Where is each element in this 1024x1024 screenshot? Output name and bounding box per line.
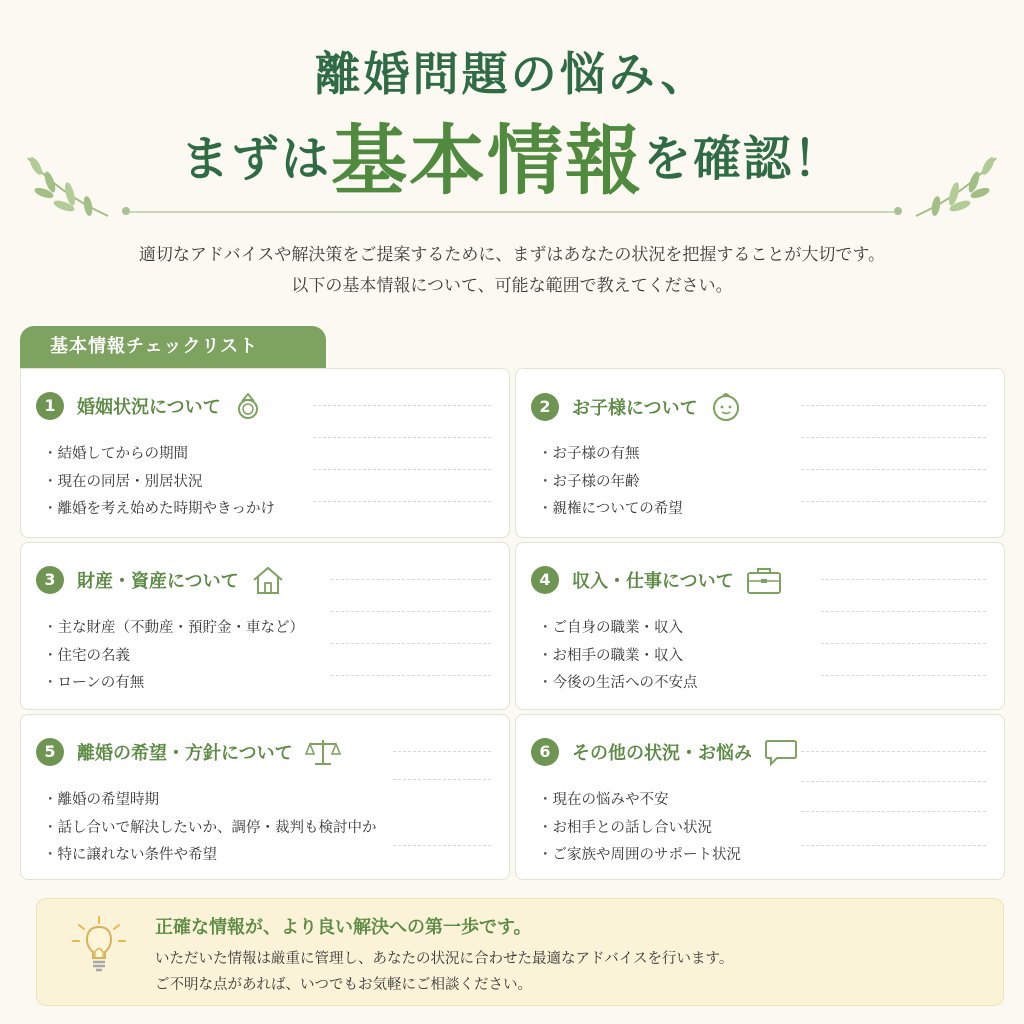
card-item-list xyxy=(538,787,741,870)
card-number: 6 xyxy=(531,738,559,766)
card-number: 2 xyxy=(531,393,559,421)
card-title: お子様について xyxy=(572,398,698,419)
list-item: ・ ご自身の職業・収入 xyxy=(538,615,698,643)
leaf-branch-left-icon xyxy=(18,148,113,228)
card-title: 婚姻状況について xyxy=(77,397,221,418)
speech-bubble-icon xyxy=(764,737,798,767)
list-item: ・ 現在の悩みや不安 xyxy=(538,787,741,815)
list-item: ・ 住宅の名義 xyxy=(43,643,304,671)
footer-text-line1: いただいた情報は厳重に管理し、あなたの状況に合わせた最適なアドバイスを行います。 xyxy=(155,951,734,967)
list-item: ・ ローンの有無 xyxy=(43,670,304,698)
list-item: ・ 離婚を考え始めた時期やきっかけ xyxy=(43,496,275,524)
card-title: 離婚の希望・方針について xyxy=(77,743,293,764)
card-title: 収入・仕事について xyxy=(572,571,734,592)
card-item-list xyxy=(538,441,683,524)
divider-dot-right xyxy=(894,207,902,215)
page-title-line2 xyxy=(0,100,1024,209)
leaf-branch-right-icon xyxy=(911,148,1006,228)
checklist-card-3 xyxy=(20,542,510,710)
briefcase-icon xyxy=(746,565,782,595)
scales-icon xyxy=(305,737,341,767)
checklist-card-5 xyxy=(20,714,510,880)
list-item: ・ 特に譲れない条件や希望 xyxy=(43,842,377,870)
baby-face-icon xyxy=(710,391,742,423)
footer-title: 正確な情報が、より良い解決への第一歩です。 xyxy=(155,917,532,938)
title-highlight: 基本情報 xyxy=(331,116,643,205)
card-title: 財産・資産について xyxy=(77,571,239,592)
list-item: ・ 現在の同居・別居状況 xyxy=(43,469,275,497)
checklist-card-6 xyxy=(515,714,1005,880)
list-item: ・ お子様の有無 xyxy=(538,441,683,469)
intro-text xyxy=(0,240,1024,302)
list-item: ・ お相手の職業・収入 xyxy=(538,643,698,671)
title-part-c: を確認！ xyxy=(643,131,844,187)
title-part-a: まずは xyxy=(180,131,331,187)
card-title: その他の状況・お悩み xyxy=(572,743,752,764)
list-item: ・ 親権についての希望 xyxy=(538,496,683,524)
card-number: 3 xyxy=(36,566,64,594)
checklist-card-1 xyxy=(20,368,510,538)
intro-line2: 以下の基本情報について、可能な範囲で教えてください。 xyxy=(291,276,733,296)
list-item: ・ 今後の生活への不安点 xyxy=(538,670,698,698)
card-number: 1 xyxy=(36,392,64,420)
card-item-list xyxy=(538,615,698,698)
list-item: ・ お相手との話し合い状況 xyxy=(538,815,741,843)
lightbulb-icon xyxy=(71,915,127,975)
page-title-line1: 離婚問題の悩み、 xyxy=(314,47,710,101)
divider-dot-left xyxy=(122,207,130,215)
ring-icon xyxy=(233,391,263,421)
footer-note xyxy=(36,898,1004,1006)
header-divider xyxy=(130,211,894,213)
list-item: ・ 結婚してからの期間 xyxy=(43,441,275,469)
list-item: ・ 主な財産（不動産・預貯金・車など） xyxy=(43,615,304,643)
checklist-tab: 基本情報チェックリスト xyxy=(20,326,326,368)
list-item: ・ 話し合いで解決したいか、調停・裁判も検討中か xyxy=(43,815,377,843)
footer-text-line2: ご不明な点があれば、いつでもお気軽にご相談ください。 xyxy=(155,977,532,993)
card-item-list xyxy=(43,615,304,698)
card-number: 4 xyxy=(531,566,559,594)
intro-line1: 適切なアドバイスや解決策をご提案するために、まずはあなたの状況を把握することが大切です。 xyxy=(138,245,886,265)
list-item: ・ ご家族や周囲のサポート状況 xyxy=(538,842,741,870)
list-item: ・ 離婚の希望時期 xyxy=(43,787,377,815)
card-item-list xyxy=(43,787,377,870)
house-icon xyxy=(251,565,285,595)
checklist-card-4 xyxy=(515,542,1005,710)
list-item: ・ お子様の年齢 xyxy=(538,469,683,497)
card-item-list xyxy=(43,441,275,524)
checklist-card-2 xyxy=(515,368,1005,538)
card-number: 5 xyxy=(36,738,64,766)
